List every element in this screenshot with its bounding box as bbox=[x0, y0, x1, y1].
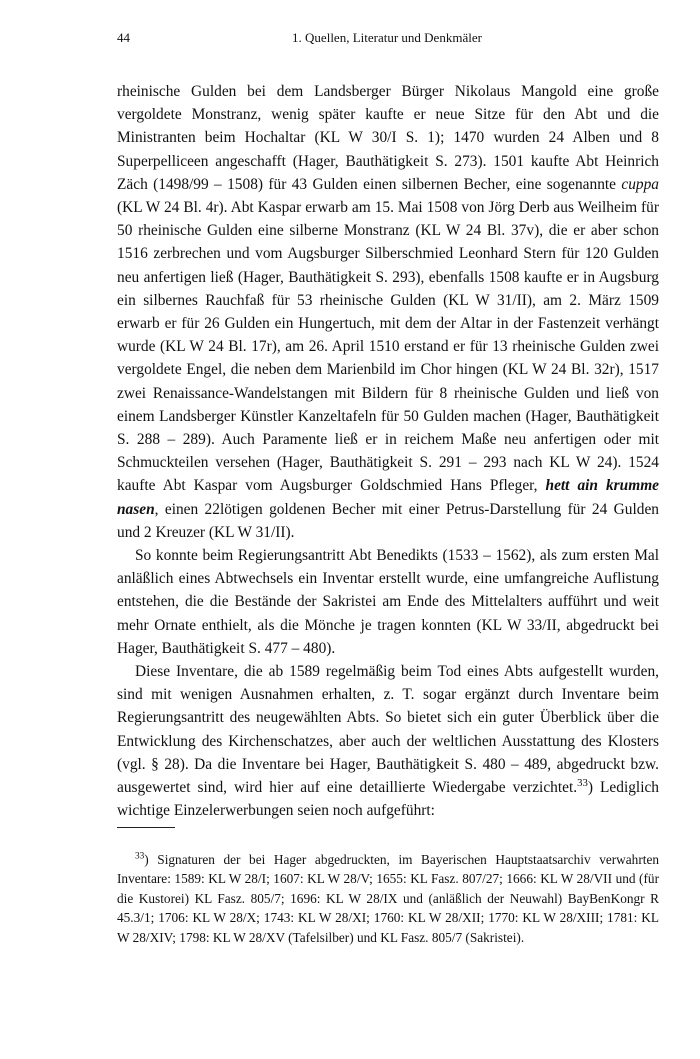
footnote-reference[interactable]: 33 bbox=[577, 776, 588, 789]
main-text bbox=[117, 80, 659, 823]
footnote-text: Signaturen der bei Hager abgedruckten, im Bayerischen Hauptstaatsarchiv verwahrten Inventare: 1589: KL W 28/I; 1607: KL W 28/V; 1655: KL Fasz. 807/27; 1666: KL W 28/VII und (für die Kustorei) KL Fasz. 805/7; 1696: KL W 28/IX und (anläßlich der Neuwahl) BayBenKongr R 45.3/1; 1706: KL W 28/X; 1743: KL W 28/XI; 1760: KL W 28/XII; 1770: KL W 28/XIII; 1781: KL W 28/XIV; 1798: KL W 28/XV (Tafelsilber) und KL Fasz. 805/7 (Sakristei). bbox=[117, 852, 659, 945]
footnote-reference-paren: ) bbox=[587, 779, 593, 797]
footnote-divider bbox=[117, 827, 175, 828]
paragraph-1-text-b: (KL W 24 Bl. 4r). Abt Kaspar erwarb am 15. Mai 1508 von Jörg Derb aus Weilheim für 50 rheinische Gulden eine silberne Monstranz (KL W 24 Bl. 37v), die er aber schon 1516 zerbrechen und vom Augsburger Silberschmied Leonhard Stern für 120 Gulden neu anfertigen ließ (Hager, Bauthätigkeit S. 293), ebenfalls 1508 kaufte er in Augsburg ein silbernes Rauchfaß für 53 rheinische Gulden (KL W 31/II), am 2. März 1509 erwarb er für 26 Gulden ein Hungertuch, mit dem der Altar in der Fastenzeit verhängt wurde (KL W 24 Bl. 17r), am 26. April 1510 erstand er für 13 rheinische Gulden zwei vergoldete Engel, die neben dem Marienbild im Chor hingen (KL W 24 Bl. 32r), 1517 zwei Renaissance-Wandelstangen mit Bildern für 8 rheinische Gulden und ließ von einem Landsberger Künstler Kanzeltafeln für 50 Gulden machen (Hager, Bauthätigkeit S. 288 – 289). Auch Paramente ließ er in reichem Maße neu anfertigen oder mit Schmuckteilen versehen (Hager, Bauthätigkeit S. 291 – 293 nach KL W 24). 1524 kaufte Abt Kaspar vom Augsburger Goldschmied Hans Pfleger, bbox=[117, 199, 659, 495]
footnote-number: 33 bbox=[135, 851, 145, 862]
footnote-33 bbox=[117, 850, 659, 947]
paragraph-3 bbox=[117, 660, 659, 822]
paragraph-1-text-c: , einen 22lötigen goldenen Becher mit einer Petrus-Darstellung für 24 Gulden und 2 Kreuzer (KL W 31/II). bbox=[117, 500, 659, 541]
paragraph-2: So konnte beim Regierungsantritt Abt Benedikts (1533 – 1562), als zum ersten Mal anläßlich eines Abtwechsels ein Inventar erstellt wurde, eine umfangreiche Auflistung entstehen, die die Bestände der Sakristei am Ende des Mittelalters aufführt und weit mehr Ornate enthielt, als die Mönche je tragen konnten (KL W 33/II, abgedruckt bei Hager, Bauthätigkeit S. 477 – 480). bbox=[117, 547, 659, 657]
footnote-number-paren: ) bbox=[144, 852, 149, 867]
running-title: 1. Quellen, Literatur und Denkmäler bbox=[292, 30, 482, 45]
cuppa-term: cuppa bbox=[621, 175, 659, 193]
footnote-paragraph bbox=[117, 850, 659, 947]
paragraph-3-text-b: Lediglich wichtige Einzelerwerbungen seien noch aufgeführt: bbox=[117, 779, 660, 820]
page-number: 44 bbox=[117, 30, 130, 45]
paragraph-3-text-a: Diese Inventare, die ab 1589 regelmäßig beim Tod eines Abts aufgestellt wurden, sind mit wenigen Ausnahmen erhalten, z. T. sogar ergänzt durch Inventare beim Regierungsantritt des neugewählten Abts. So bietet sich ein guter Überblick über die Entwicklung des Kirchenschatzes, aber auch der weltlichen Ausstattung des Klosters (vgl. § 28). Da die Inventare bei Hager, Bauthätigkeit S. 480 – 489, abgedruckt bzw. ausgewertet sind, wird hier auf eine detaillierte Wiedergabe verzichtet. bbox=[117, 663, 659, 797]
paragraph-1-text-a: rheinische Gulden bei dem Landsberger Bürger Nikolaus Mangold eine große vergoldete Monstranz, wenig später kaufte er neue Sitze für den Abt und die Ministranten beim Hochaltar (KL W 30/I S. 1); 1470 wurden 24 Alben und 8 Superpelliceen angeschafft (Hager, Bauthätigkeit S. 273). 1501 kaufte Abt Heinrich Zäch (1498/99 – 1508) für 43 Gulden einen silbernen Becher, eine sogenannte bbox=[117, 83, 659, 193]
paragraph-1 bbox=[117, 80, 659, 544]
quoted-nickname: hett ain krumme nasen bbox=[117, 477, 659, 518]
page-header bbox=[117, 30, 657, 52]
